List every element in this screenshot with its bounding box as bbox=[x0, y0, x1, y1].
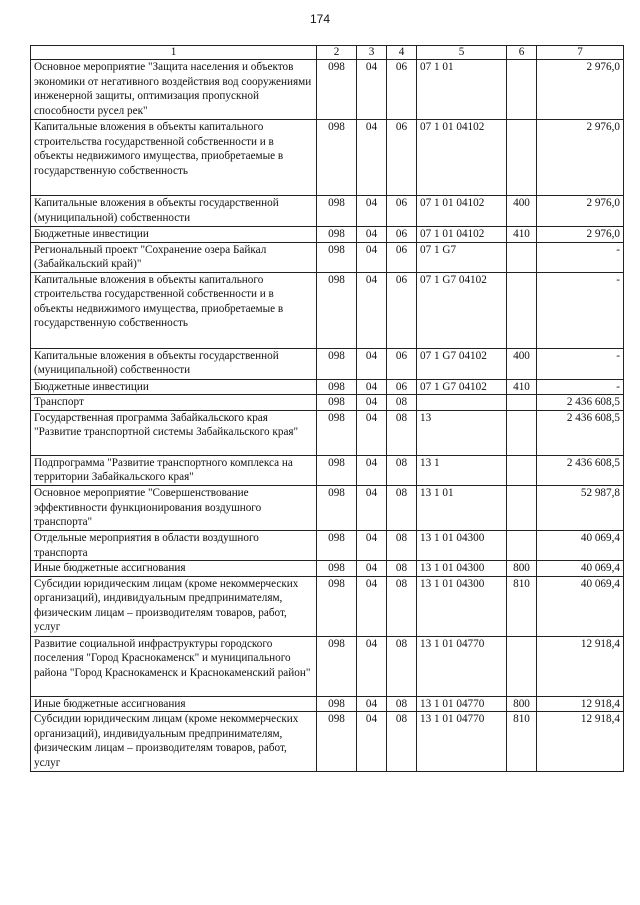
section-code: 04 bbox=[357, 410, 387, 455]
target-article-code: 13 1 01 04300 bbox=[417, 530, 507, 560]
table-row bbox=[31, 348, 624, 379]
amount: 12 918,4 bbox=[537, 696, 624, 712]
target-article-code: 13 1 01 04770 bbox=[417, 712, 507, 772]
ministry-code: 098 bbox=[317, 348, 357, 379]
page-number: 174 bbox=[309, 12, 331, 26]
amount: 40 069,4 bbox=[537, 530, 624, 560]
subsection-code: 06 bbox=[387, 60, 417, 120]
expense-type-code bbox=[507, 242, 537, 272]
item-name: Иные бюджетные ассигнования bbox=[31, 696, 317, 712]
subsection-code: 08 bbox=[387, 696, 417, 712]
ministry-code: 098 bbox=[317, 712, 357, 772]
expense-type-code: 800 bbox=[507, 561, 537, 577]
item-name: Иные бюджетные ассигнования bbox=[31, 561, 317, 577]
expense-type-code bbox=[507, 636, 537, 696]
amount: 2 976,0 bbox=[537, 60, 624, 120]
subsection-code: 08 bbox=[387, 561, 417, 577]
subsection-code: 06 bbox=[387, 120, 417, 196]
target-article-code: 07 1 01 04102 bbox=[417, 227, 507, 243]
item-name: Капитальные вложения в объекты капитального строительства государственной собственности и в объекты недвижимого имущества, приобретаемые в государственную собственность bbox=[31, 272, 317, 348]
amount: 40 069,4 bbox=[537, 576, 624, 636]
expense-type-code bbox=[507, 410, 537, 455]
target-article-code: 07 1 G7 04102 bbox=[417, 379, 507, 395]
section-code: 04 bbox=[357, 242, 387, 272]
ministry-code: 098 bbox=[317, 242, 357, 272]
item-name: Основное мероприятие "Защита населения и объектов экономики от негативного воздействия вод сооружениями инженерной защиты, оптимизация пропускной способности русел рек" bbox=[31, 60, 317, 120]
table-row bbox=[31, 120, 624, 196]
section-code: 04 bbox=[357, 395, 387, 411]
expense-type-code bbox=[507, 395, 537, 411]
item-name: Отдельные мероприятия в области воздушного транспорта bbox=[31, 530, 317, 560]
section-code: 04 bbox=[357, 712, 387, 772]
amount: - bbox=[537, 379, 624, 395]
subsection-code: 08 bbox=[387, 636, 417, 696]
section-code: 04 bbox=[357, 379, 387, 395]
expense-type-code: 810 bbox=[507, 712, 537, 772]
expense-type-code: 400 bbox=[507, 196, 537, 227]
target-article-code bbox=[417, 395, 507, 411]
section-code: 04 bbox=[357, 485, 387, 530]
amount: - bbox=[537, 272, 624, 348]
column-header: 2 bbox=[317, 46, 357, 60]
item-name: Бюджетные инвестиции bbox=[31, 227, 317, 243]
subsection-code: 06 bbox=[387, 379, 417, 395]
ministry-code: 098 bbox=[317, 395, 357, 411]
expense-type-code: 800 bbox=[507, 696, 537, 712]
expense-type-code bbox=[507, 455, 537, 485]
target-article-code: 13 1 bbox=[417, 455, 507, 485]
target-article-code: 07 1 G7 04102 bbox=[417, 272, 507, 348]
ministry-code: 098 bbox=[317, 120, 357, 196]
item-name: Бюджетные инвестиции bbox=[31, 379, 317, 395]
table-row bbox=[31, 410, 624, 455]
subsection-code: 06 bbox=[387, 242, 417, 272]
column-header: 7 bbox=[537, 46, 624, 60]
subsection-code: 08 bbox=[387, 410, 417, 455]
amount: 12 918,4 bbox=[537, 712, 624, 772]
ministry-code: 098 bbox=[317, 60, 357, 120]
amount: 2 976,0 bbox=[537, 196, 624, 227]
table-row bbox=[31, 196, 624, 227]
subsection-code: 06 bbox=[387, 272, 417, 348]
ministry-code: 098 bbox=[317, 561, 357, 577]
amount: 52 987,8 bbox=[537, 485, 624, 530]
ministry-code: 098 bbox=[317, 455, 357, 485]
subsection-code: 06 bbox=[387, 348, 417, 379]
section-code: 04 bbox=[357, 227, 387, 243]
section-code: 04 bbox=[357, 455, 387, 485]
subsection-code: 08 bbox=[387, 395, 417, 411]
section-code: 04 bbox=[357, 60, 387, 120]
amount: 2 436 608,5 bbox=[537, 395, 624, 411]
table-row bbox=[31, 379, 624, 395]
table-row bbox=[31, 696, 624, 712]
expense-type-code: 810 bbox=[507, 576, 537, 636]
ministry-code: 098 bbox=[317, 272, 357, 348]
ministry-code: 098 bbox=[317, 196, 357, 227]
target-article-code: 07 1 G7 04102 bbox=[417, 348, 507, 379]
item-name: Субсидии юридическим лицам (кроме некоммерческих организаций), индивидуальным предпринимателям, физическим лицам – производителям товаров, работ, услуг bbox=[31, 712, 317, 772]
item-name: Подпрограмма "Развитие транспортного комплекса на территории Забайкальского края" bbox=[31, 455, 317, 485]
amount: - bbox=[537, 242, 624, 272]
table-row bbox=[31, 712, 624, 772]
table-row bbox=[31, 530, 624, 560]
target-article-code: 13 1 01 04770 bbox=[417, 696, 507, 712]
expense-type-code bbox=[507, 60, 537, 120]
item-name: Капитальные вложения в объекты государственной (муниципальной) собственности bbox=[31, 196, 317, 227]
table-row bbox=[31, 576, 624, 636]
target-article-code: 13 1 01 04300 bbox=[417, 561, 507, 577]
target-article-code: 07 1 01 04102 bbox=[417, 196, 507, 227]
budget-table bbox=[30, 45, 624, 772]
target-article-code: 13 1 01 04770 bbox=[417, 636, 507, 696]
target-article-code: 07 1 01 bbox=[417, 60, 507, 120]
amount: 2 436 608,5 bbox=[537, 455, 624, 485]
section-code: 04 bbox=[357, 636, 387, 696]
expense-type-code bbox=[507, 485, 537, 530]
table-row bbox=[31, 227, 624, 243]
expense-type-code bbox=[507, 272, 537, 348]
table-row bbox=[31, 455, 624, 485]
subsection-code: 08 bbox=[387, 576, 417, 636]
amount: 12 918,4 bbox=[537, 636, 624, 696]
section-code: 04 bbox=[357, 530, 387, 560]
amount: 2 436 608,5 bbox=[537, 410, 624, 455]
target-article-code: 07 1 01 04102 bbox=[417, 120, 507, 196]
section-code: 04 bbox=[357, 348, 387, 379]
expense-type-code: 400 bbox=[507, 348, 537, 379]
amount: 2 976,0 bbox=[537, 227, 624, 243]
table-row bbox=[31, 242, 624, 272]
subsection-code: 08 bbox=[387, 530, 417, 560]
subsection-code: 08 bbox=[387, 455, 417, 485]
ministry-code: 098 bbox=[317, 485, 357, 530]
target-article-code: 13 1 01 04300 bbox=[417, 576, 507, 636]
item-name: Региональный проект "Сохранение озера Байкал (Забайкальский край)" bbox=[31, 242, 317, 272]
column-numbers-row bbox=[31, 46, 624, 60]
section-code: 04 bbox=[357, 196, 387, 227]
subsection-code: 08 bbox=[387, 485, 417, 530]
ministry-code: 098 bbox=[317, 636, 357, 696]
budget-table-body bbox=[31, 46, 624, 772]
target-article-code: 13 1 01 bbox=[417, 485, 507, 530]
expense-type-code: 410 bbox=[507, 379, 537, 395]
table-row bbox=[31, 561, 624, 577]
amount: 40 069,4 bbox=[537, 561, 624, 577]
column-header: 6 bbox=[507, 46, 537, 60]
column-header: 3 bbox=[357, 46, 387, 60]
section-code: 04 bbox=[357, 561, 387, 577]
ministry-code: 098 bbox=[317, 227, 357, 243]
ministry-code: 098 bbox=[317, 530, 357, 560]
item-name: Основное мероприятие "Совершенствование эффективности функционирования воздушного транспорта" bbox=[31, 485, 317, 530]
ministry-code: 098 bbox=[317, 696, 357, 712]
column-header: 4 bbox=[387, 46, 417, 60]
section-code: 04 bbox=[357, 696, 387, 712]
section-code: 04 bbox=[357, 576, 387, 636]
expense-type-code bbox=[507, 530, 537, 560]
ministry-code: 098 bbox=[317, 410, 357, 455]
amount: 2 976,0 bbox=[537, 120, 624, 196]
item-name: Субсидии юридическим лицам (кроме некоммерческих организаций), индивидуальным предпринимателям, физическим лицам – производителям товаров, работ, услуг bbox=[31, 576, 317, 636]
expense-type-code bbox=[507, 120, 537, 196]
item-name: Развитие социальной инфраструктуры городского поселения "Город Краснокаменск" и муниципального района "Город Краснокаменск и Краснокаменский район" bbox=[31, 636, 317, 696]
amount: - bbox=[537, 348, 624, 379]
ministry-code: 098 bbox=[317, 576, 357, 636]
target-article-code: 07 1 G7 bbox=[417, 242, 507, 272]
item-name: Государственная программа Забайкальского края "Развитие транспортной системы Забайкальского края" bbox=[31, 410, 317, 455]
item-name: Капитальные вложения в объекты капитального строительства государственной собственности и в объекты недвижимого имущества, приобретаемые в государственную собственность bbox=[31, 120, 317, 196]
table-row bbox=[31, 272, 624, 348]
target-article-code: 13 bbox=[417, 410, 507, 455]
subsection-code: 06 bbox=[387, 227, 417, 243]
table-row bbox=[31, 60, 624, 120]
column-header: 5 bbox=[417, 46, 507, 60]
ministry-code: 098 bbox=[317, 379, 357, 395]
subsection-code: 08 bbox=[387, 712, 417, 772]
table-row bbox=[31, 636, 624, 696]
item-name: Транспорт bbox=[31, 395, 317, 411]
table-row bbox=[31, 485, 624, 530]
expense-type-code: 410 bbox=[507, 227, 537, 243]
section-code: 04 bbox=[357, 120, 387, 196]
column-header: 1 bbox=[31, 46, 317, 60]
table-row bbox=[31, 395, 624, 411]
section-code: 04 bbox=[357, 272, 387, 348]
item-name: Капитальные вложения в объекты государственной (муниципальной) собственности bbox=[31, 348, 317, 379]
subsection-code: 06 bbox=[387, 196, 417, 227]
